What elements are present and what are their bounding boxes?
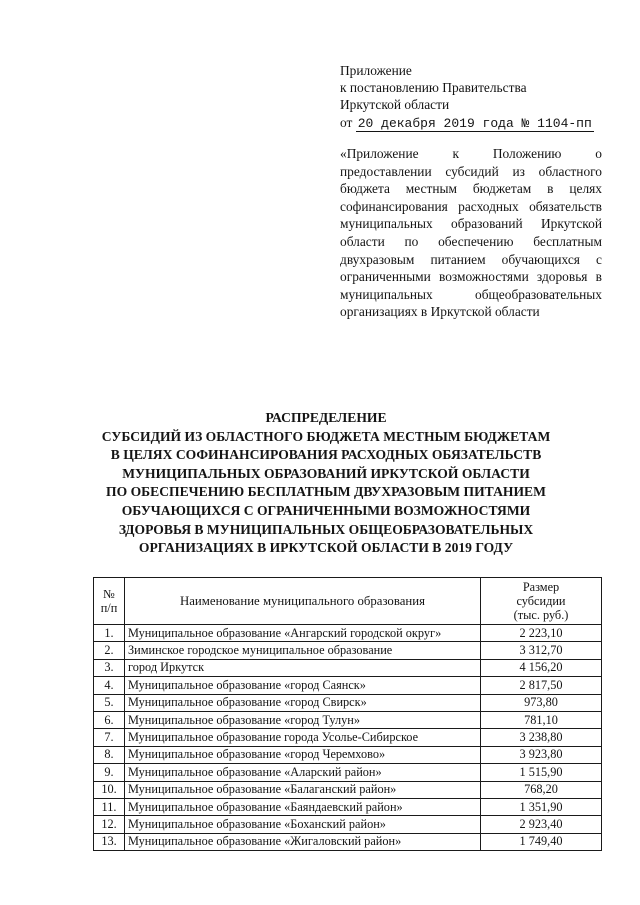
- annex-line: Приложение: [340, 63, 412, 78]
- title-line: ЗДОРОВЬЯ В МУНИЦИПАЛЬНЫХ ОБЩЕОБРАЗОВАТЕЛЬНЫХ: [118, 521, 534, 537]
- title-line: В ЦЕЛЯХ СОФИНАНСИРОВАНИЯ РАСХОДНЫХ ОБЯЗАТЕЛЬСТВ: [110, 447, 542, 463]
- subsidy-amount: 4 156,20: [481, 659, 602, 676]
- table-row: [94, 764, 602, 781]
- document-title: [86, 409, 566, 558]
- table-row: [94, 711, 602, 728]
- subsidy-amount: 3 238,80: [481, 729, 602, 746]
- table-row: [94, 816, 602, 833]
- subsidy-amount: 973,80: [481, 694, 602, 711]
- table-row: [94, 677, 602, 694]
- municipality-name: город Иркутск: [125, 659, 481, 676]
- row-number: 2.: [94, 642, 125, 659]
- municipality-name: Муниципальное образование «город Черемхово»: [125, 746, 481, 763]
- municipality-name: Муниципальное образование «Баяндаевский район»: [125, 798, 481, 815]
- row-number: 11.: [94, 798, 125, 815]
- row-number: 13.: [94, 833, 125, 850]
- row-number: 8.: [94, 746, 125, 763]
- title-line: СУБСИДИЙ ИЗ ОБЛАСТНОГО БЮДЖЕТА МЕСТНЫМ БЮДЖЕТАМ: [101, 428, 551, 444]
- subsidy-amount: 2 223,10: [481, 625, 602, 642]
- subsidy-amount: 1 515,90: [481, 764, 602, 781]
- row-number: 9.: [94, 764, 125, 781]
- title-line: ПО ОБЕСПЕЧЕНИЮ БЕСПЛАТНЫМ ДВУХРАЗОВЫМ ПИТАНИЕМ: [106, 484, 546, 500]
- row-number: 1.: [94, 625, 125, 642]
- row-number: 3.: [94, 659, 125, 676]
- title-line: ОБУЧАЮЩИХСЯ С ОГРАНИЧЕННЫМИ ВОЗМОЖНОСТЯМИ: [121, 502, 531, 518]
- table-row: [94, 694, 602, 711]
- table-row: [94, 746, 602, 763]
- row-number: 10.: [94, 781, 125, 798]
- subsidy-distribution-table: [93, 577, 602, 851]
- row-number: 12.: [94, 816, 125, 833]
- table-row: [94, 659, 602, 676]
- table-row: [94, 833, 602, 850]
- table-row: [94, 729, 602, 746]
- municipality-name: Муниципальное образование «Аларский район»: [125, 764, 481, 781]
- title-line: РАСПРЕДЕЛЕНИЕ: [265, 410, 387, 425]
- header-municipality-name: Наименование муниципального образования: [125, 578, 481, 625]
- government-resolution-annex: [340, 62, 602, 132]
- header-subsidy-amount: Размер субсидии (тыс. руб.): [481, 578, 602, 625]
- subsidy-amount: 3 923,80: [481, 746, 602, 763]
- table-body: [94, 625, 602, 851]
- header-number: № п/п: [94, 578, 125, 625]
- municipality-name: Зиминское городское муниципальное образование: [125, 642, 481, 659]
- table-row: [94, 642, 602, 659]
- table-row: [94, 625, 602, 642]
- table-row: [94, 798, 602, 815]
- municipality-name: Муниципальное образование «Боханский район»: [125, 816, 481, 833]
- annex-line: Иркутской области: [340, 97, 450, 113]
- row-number: 6.: [94, 711, 125, 728]
- subsidy-amount: 2 817,50: [481, 677, 602, 694]
- subsidy-amount: 3 312,70: [481, 642, 602, 659]
- municipality-name: Муниципальное образование «город Тулун»: [125, 711, 481, 728]
- regulation-annex-text: «Приложение к Положению о предоставлении субсидий из областного бюджета местным бюджетам в целях софинансирования расходных обязательств муниципальных образований Иркутской области по обеспечению бесплатным двухразовым питанием обучающихся с ограниченными возможностями здоровья в муниципальных общеобразовательных организациях в Иркутской области: [340, 146, 602, 320]
- table-row: [94, 781, 602, 798]
- municipality-name: Муниципальное образование «Ангарский городской округ»: [125, 625, 481, 642]
- title-line: ОРГАНИЗАЦИЯХ В ИРКУТСКОЙ ОБЛАСТИ В 2019 ГОДУ: [138, 540, 514, 556]
- order-prefix: от: [340, 114, 353, 130]
- municipality-name: Муниципальное образование «город Свирск»: [125, 694, 481, 711]
- order-reference: [340, 114, 602, 132]
- subsidy-amount: 1 351,90: [481, 798, 602, 815]
- annex-line: к постановлению Правительства: [340, 80, 527, 96]
- row-number: 4.: [94, 677, 125, 694]
- order-date-number: 20 декабря 2019 года № 1104-пп: [357, 115, 592, 131]
- subsidy-amount: 781,10: [481, 711, 602, 728]
- table-header-row: [94, 578, 602, 625]
- subsidy-amount: 768,20: [481, 781, 602, 798]
- municipality-name: Муниципальное образование города Усолье-Сибирское: [125, 729, 481, 746]
- municipality-name: Муниципальное образование «город Саянск»: [125, 677, 481, 694]
- municipality-name: Муниципальное образование «Балаганский район»: [125, 781, 481, 798]
- title-line: МУНИЦИПАЛЬНЫХ ОБРАЗОВАНИЙ ИРКУТСКОЙ ОБЛАСТИ: [122, 465, 530, 481]
- municipality-name: Муниципальное образование «Жигаловский район»: [125, 833, 481, 850]
- subsidy-amount: 2 923,40: [481, 816, 602, 833]
- row-number: 5.: [94, 694, 125, 711]
- subsidy-amount: 1 749,40: [481, 833, 602, 850]
- row-number: 7.: [94, 729, 125, 746]
